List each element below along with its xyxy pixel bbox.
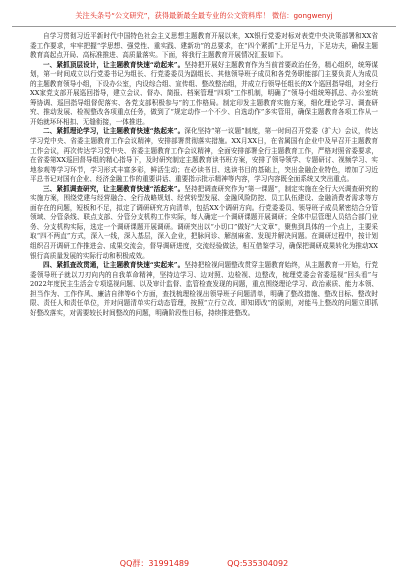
intro-paragraph bbox=[30, 32, 378, 61]
footer-qq-group: QQ群：31991489 bbox=[119, 559, 190, 568]
document-body bbox=[30, 32, 378, 552]
section-heading-1: 一、紧抓顶层设计，让主题教育快速“动起来”。 bbox=[43, 60, 185, 69]
section-paragraph-4 bbox=[30, 261, 378, 318]
section-text-1: 坚持把开展好主题教育作为当前首要政治任务，精心组织，统筹谋划，第一时间成立以行党委书记为组长、行党委委员为副组长、其他领导班子成员和各党务职能部门主要负责人为成员的主题教育领导小组，下设办公室，内设综合组、宣传组、整改整治组，并成立行领导任组长的X个巡回指导组，对全行XX家党支部开展巡回指导，建立会议、督办、简报、档案管理“四项”工作机制，明确了“领导小组统筹抓总、办公室统筹协调、巡回指导组督促落实、各党支部积极参与”的工作格局。制定印发主题教育实施方案，细化理论学习、调查研究、推动发展、检视整改各项重点任务，做到了“规定动作一个不少、自选动作”多实管用，确保主题教育各项工作从一开始就环环相扣、无缝衔接，一体推进。 bbox=[30, 60, 378, 126]
section-text-2: 深化坚持“第一议题”制度，第一时间召开党委（扩大）会议，传达学习党中央、省委主题教育工作会议精神，安排部署贯彻落实措施。XX月XX日，在省属国有企业中及早召开主题教育工作会议，再次传达学习党中央、省委主题教育工作会议精神，全面安排部署全行主题教育工作，严格对照省委要求，在省委第XX巡回督导组的精心指导下，及时研究制定主题教育读书班方案，安排了领导领学、专题研讨、视频学习、实地参观等学习环节，学习形式丰富多彩，鲜活生动；在必读书目、选读书目的基础上，突出金融企业特色，增加了习近平总书记对国有企业、经济金融工作的重要讲话、重要指示批示精神等内容，学习内容既全面系统又突出重点。 bbox=[30, 127, 378, 184]
section-heading-4: 四、紧抓查改贯通，让主题教育快速“实起来”。 bbox=[43, 261, 185, 270]
section-paragraph-3 bbox=[30, 185, 378, 261]
section-heading-2: 二、紧抓理论学习，让主题教育快速“热起来”。 bbox=[43, 127, 185, 136]
section-paragraph-2 bbox=[30, 127, 378, 184]
footer-contact bbox=[0, 558, 408, 569]
section-text-3: 坚持把调查研究作为“第一课题”，制定实施在全行大兴调查研究的实施方案，围绕党建与经营融合、全行战略规划、经营转型发展、金融风险防控、员工队伍建设、金融消费者需求等方面存在的问题，短板和不足，拟定了调研研究方向清单，包括XX个调研方向。行党委委员、领导班子成员紧密结合分管领域、分管条线、联点支部、分管分支机构工作实际，每人确定一个调研课题开展调研；全体中层管理人员结合部门业务、分支机构实际，选定一个调研课题开展调研。调研突出以“小切口”做好“大文章”，聚焦到具体的一个点上，主要采取“四不两直”方式，深入一线，深入基层，深入企业，把脉问诊、解剖麻雀、发现并解决问题。在调研过程中，按计划组织召开调研工作推进会、成果交流会，督导调研进度，交流经验做法，相互借鉴学习，确保把调研成果转化为推动XX银行高质量发展的实际行动和积极成效。 bbox=[30, 184, 378, 260]
header-banner: 关注头条号“公文研究”，获得最新最全最专业的公文资料库！ 微信：gongwenyj bbox=[75, 11, 333, 20]
section-paragraph-1 bbox=[30, 61, 378, 128]
paragraph-text: 自学习贯彻习近平新时代中国特色社会主义思想主题教育开展以来，XX银行党委对标对表党中央决策部署和XX省委工作要求，牢牢把握“学思想、强党性、重实践、建新功”的总要求，在“四个紧抓”上开足马力，下足功夫，确保主题教育高起点开局、高标准推进、高质量落实。下面，将我行主题教育开展情况汇报如下。 bbox=[30, 32, 378, 60]
footer-qq: QQ:535304092 bbox=[227, 559, 289, 568]
section-heading-3: 三、紧抓调查研究，让主题教育快速“活起来”。 bbox=[43, 184, 185, 193]
header-divider bbox=[12, 26, 396, 27]
section-text-4: 坚持把检视问题整改贯穿主题教育始终，从主题教育一开始，行党委领导班子就以刀刃向内的自我革命精神，坚持边学习、边对照、边检视、边整改，梳理党委会省委巡视“回头看”与2022年度民主生活会专项巡视问题、以及审计监督、监管检查发现的问题，重点围绕理论学习、政治素质、能力本领、担当作为、工作作风、廉洁自律等6个方面，查找梳理检视出领导班子问题清单，明确了整改措施、整改目标、整改时限、责任人和责任单位，并对问题清单实行动态管理，按照“立行立改、即知即改”的原则，对能马上整改的问题立即抓好整改落实，对需要较长时间整改的问题，明确阶段性目标，持续推进整改。 bbox=[30, 261, 378, 317]
